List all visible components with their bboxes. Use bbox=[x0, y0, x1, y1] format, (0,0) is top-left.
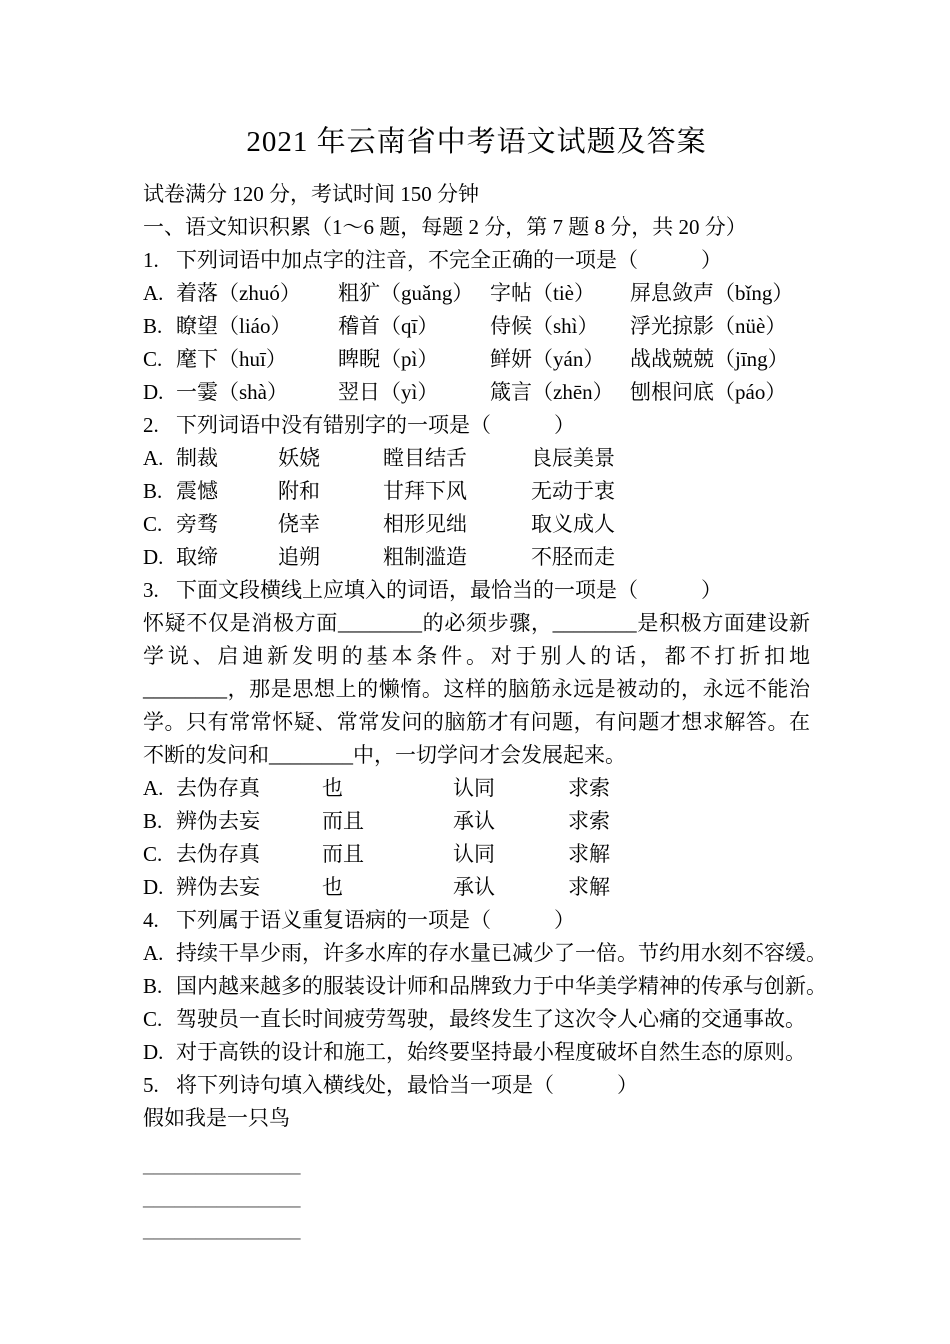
option-word: 字帖（tiè） bbox=[490, 281, 595, 305]
option-word: 旁骛 bbox=[176, 512, 218, 536]
option-word: 稽首（qī） bbox=[338, 314, 439, 338]
option-label: A. bbox=[143, 941, 164, 965]
q4-option-d bbox=[143, 1036, 810, 1069]
q1-option-a bbox=[143, 277, 810, 310]
q2-option-c bbox=[143, 508, 810, 541]
option-word: 震憾 bbox=[176, 479, 218, 503]
q5-blank-line-3: _______________ bbox=[143, 1218, 301, 1242]
option-word: 战战兢兢（jīng） bbox=[630, 347, 789, 371]
q4-options bbox=[143, 937, 827, 1069]
q3-number: 3. bbox=[143, 578, 159, 602]
q2-stem-text: 下列词语中没有错别字的一项是（ ） bbox=[176, 413, 575, 437]
option-word: 承认 bbox=[453, 809, 495, 833]
option-word: 浮光掠影（nüè） bbox=[630, 314, 787, 338]
option-word: 认同 bbox=[453, 842, 495, 866]
option-word: 粗制滥造 bbox=[383, 545, 467, 569]
q3-option-d bbox=[143, 871, 810, 904]
option-word: 甘拜下风 bbox=[383, 479, 467, 503]
option-sentence: 国内越来越多的服装设计师和品牌致力于中华美学精神的传承与创新。 bbox=[176, 974, 827, 998]
option-sentence: 对于高铁的设计和施工，始终要坚持最小程度破坏自然生态的原则。 bbox=[176, 1040, 806, 1064]
option-word: 粗犷（guǎng） bbox=[338, 281, 474, 305]
option-word: 瞭望（liáo） bbox=[176, 314, 292, 338]
option-label: B. bbox=[143, 479, 163, 503]
option-word: 不胫而走 bbox=[531, 545, 615, 569]
option-label: C. bbox=[143, 842, 163, 866]
option-label: B. bbox=[143, 974, 163, 998]
option-label: D. bbox=[143, 380, 164, 404]
q4-option-b bbox=[143, 970, 827, 1003]
q3-option-c bbox=[143, 838, 810, 871]
option-word: 认同 bbox=[453, 776, 495, 800]
q1-options bbox=[143, 277, 810, 409]
option-word: 求解 bbox=[568, 875, 610, 899]
option-word: 也 bbox=[322, 875, 343, 899]
q5-lead-line: 假如我是一只鸟 bbox=[143, 1106, 290, 1130]
option-word: 取义成人 bbox=[531, 512, 615, 536]
q5-blank-line-2: _______________ bbox=[143, 1185, 301, 1210]
option-word: 去伪存真 bbox=[176, 776, 260, 800]
option-label: B. bbox=[143, 809, 163, 833]
option-label: C. bbox=[143, 347, 163, 371]
q3-option-b bbox=[143, 805, 810, 838]
option-word: 着落（zhuó） bbox=[176, 281, 301, 305]
exam-meta: 试卷满分 120 分，考试时间 150 分钟 bbox=[143, 182, 479, 206]
q4-number: 4. bbox=[143, 908, 159, 932]
option-word: 追朔 bbox=[278, 545, 320, 569]
q3-option-a bbox=[143, 772, 810, 805]
q3-passage: 怀疑不仅是消极方面________的必须步骤，________是积极方面建设新学说、启迪新发明的基本条件。对于别人的话，都不打折扣地________，那是思想上的懒惰。这样的脑筋永远是被动的，永远不能治学。只有常常怀疑、常常发问的脑筋才有问题，有问题才想求解答。在不断的发问和________中，一切学问才会发展起来。 bbox=[143, 611, 810, 767]
option-label: C. bbox=[143, 512, 163, 536]
option-word: 侍候（shì） bbox=[490, 314, 599, 338]
q4-stem bbox=[143, 904, 810, 937]
option-word: 箴言（zhēn） bbox=[490, 380, 614, 404]
option-word: 相形见绌 bbox=[383, 512, 467, 536]
q2-number: 2. bbox=[143, 413, 159, 437]
q5-stem bbox=[143, 1069, 810, 1102]
page-title: 2021 年云南省中考语文试题及答案 bbox=[246, 126, 707, 158]
q2-option-a bbox=[143, 442, 810, 475]
option-word: 侥幸 bbox=[278, 512, 320, 536]
q2-stem bbox=[143, 409, 810, 442]
option-word: 去伪存真 bbox=[176, 842, 260, 866]
option-label: B. bbox=[143, 314, 163, 338]
q1-stem bbox=[143, 244, 810, 277]
option-sentence: 驾驶员一直长时间疲劳驾驶，最终发生了这次令人心痛的交通事故。 bbox=[176, 1007, 806, 1031]
q3-options bbox=[143, 772, 810, 904]
q4-stem-text: 下列属于语义重复语病的一项是（ ） bbox=[176, 908, 575, 932]
option-word: 无动于衷 bbox=[531, 479, 615, 503]
option-word: 一霎（shà） bbox=[176, 380, 288, 404]
option-word: 也 bbox=[322, 776, 343, 800]
option-word: 求索 bbox=[568, 776, 610, 800]
option-word: 刨根问底（páo） bbox=[630, 380, 787, 404]
option-label: A. bbox=[143, 281, 164, 305]
option-word: 良辰美景 bbox=[531, 446, 615, 470]
option-word: 辨伪去妄 bbox=[176, 809, 260, 833]
q1-option-d bbox=[143, 376, 810, 409]
q1-option-c bbox=[143, 343, 810, 376]
q2-option-d bbox=[143, 541, 810, 574]
option-word: 承认 bbox=[453, 875, 495, 899]
option-word: 屏息敛声（bǐng） bbox=[630, 281, 794, 305]
option-word: 翌日（yì） bbox=[338, 380, 439, 404]
option-label: D. bbox=[143, 875, 164, 899]
option-word: 附和 bbox=[278, 479, 320, 503]
option-word: 而且 bbox=[322, 842, 364, 866]
option-word: 辨伪去妄 bbox=[176, 875, 260, 899]
option-word: 睥睨（pì） bbox=[338, 347, 439, 371]
q2-option-b bbox=[143, 475, 810, 508]
q4-option-c bbox=[143, 1003, 810, 1036]
q4-option-a bbox=[143, 937, 827, 970]
option-word: 求索 bbox=[568, 809, 610, 833]
option-label: A. bbox=[143, 446, 164, 470]
q5-answer-blanks bbox=[143, 1149, 810, 1247]
q1-stem-text: 下列词语中加点字的注音，不完全正确的一项是（ ） bbox=[176, 248, 722, 272]
q2-options bbox=[143, 442, 810, 574]
option-word: 瞠目结舌 bbox=[383, 446, 467, 470]
q5-number: 5. bbox=[143, 1073, 159, 1097]
option-word: 取缔 bbox=[176, 545, 218, 569]
option-label: A. bbox=[143, 776, 164, 800]
q5-blank-line-1: _______________ bbox=[143, 1153, 301, 1177]
option-label: D. bbox=[143, 545, 164, 569]
section-heading: 一、语文知识积累（1～6 题，每题 2 分，第 7 题 8 分，共 20 分） bbox=[143, 215, 747, 239]
option-label: C. bbox=[143, 1007, 163, 1031]
option-word: 制裁 bbox=[176, 446, 218, 470]
q3-stem-text: 下面文段横线上应填入的词语，最恰当的一项是（ ） bbox=[176, 578, 722, 602]
option-word: 求解 bbox=[568, 842, 610, 866]
q1-option-b bbox=[143, 310, 810, 343]
q1-number: 1. bbox=[143, 248, 159, 272]
option-word: 妖娆 bbox=[278, 446, 320, 470]
option-word: 而且 bbox=[322, 809, 364, 833]
q5-stem-text: 将下列诗句填入横线处，最恰当一项是（ ） bbox=[176, 1073, 638, 1097]
option-word: 麾下（huī） bbox=[176, 347, 287, 371]
option-word: 鲜妍（yán） bbox=[490, 347, 605, 371]
q3-stem bbox=[143, 574, 810, 607]
option-label: D. bbox=[143, 1040, 164, 1064]
option-sentence: 持续干旱少雨，许多水库的存水量已减少了一倍。节约用水刻不容缓。 bbox=[176, 941, 827, 965]
